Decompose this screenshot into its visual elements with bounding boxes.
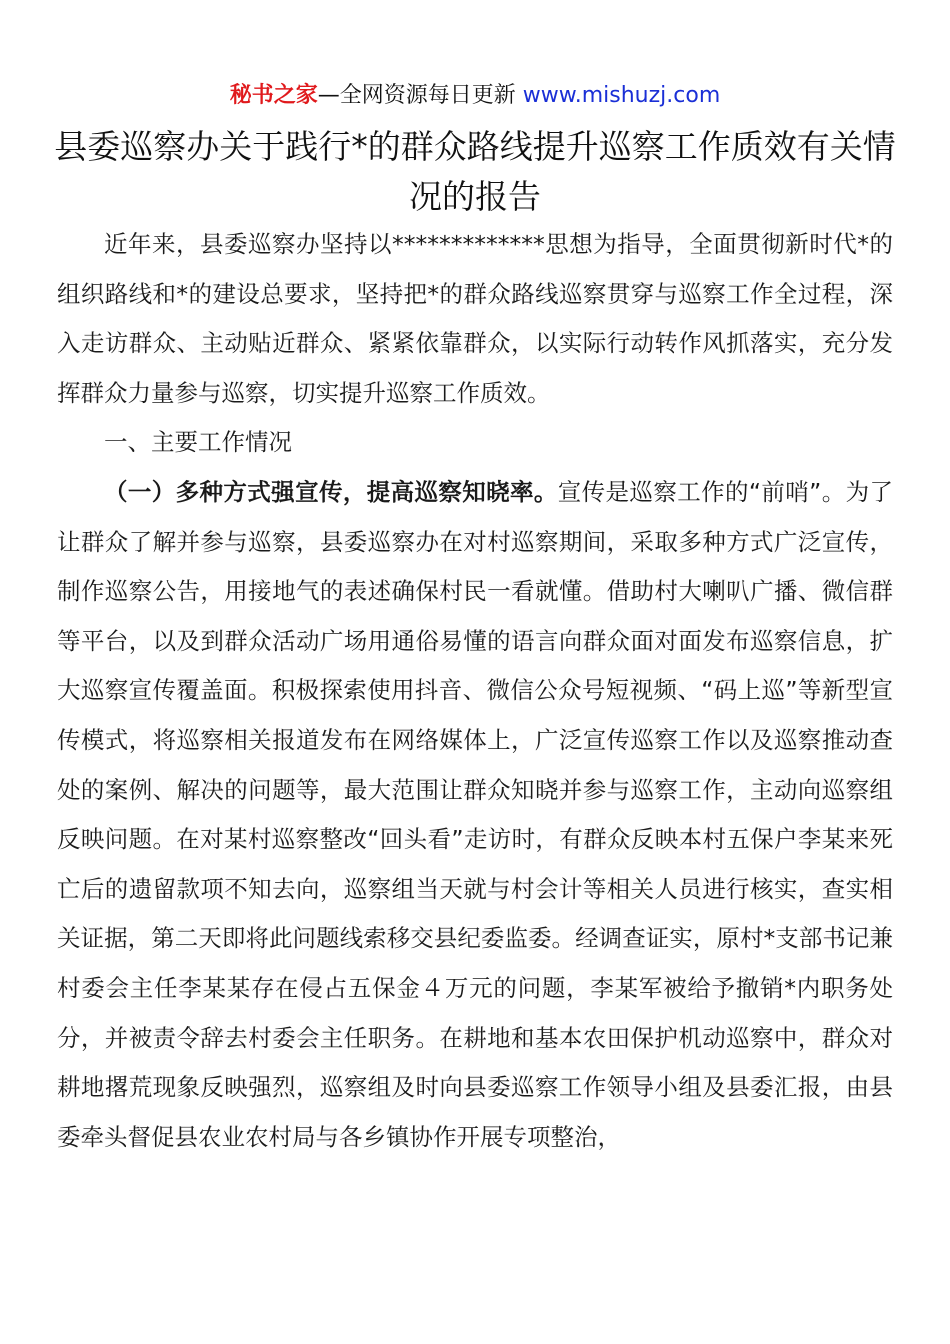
document-title: 县委巡察办关于践行*的群众路线提升巡察工作质效有关情况的报告 [54, 127, 896, 216]
section-heading-1: 一、主要工作情况 [104, 428, 292, 457]
site-header [0, 80, 950, 112]
site-tagline: —全网资源每日更新 [317, 83, 523, 108]
document-body [57, 220, 893, 1162]
subsection-text-1: 宣传是巡察工作的“前哨”。为了让群众了解并参与巡察，县委巡察办在对村巡察期间，采取多种方式广泛宣传，制作巡察公告，用接地气的表述确保村民一看就懂。借助村大喇叭广播、微信群等平台，以及到群众活动广场用通俗易懂的语言向群众面对面发布巡察信息，扩大巡察宣传覆盖面。积极探索使用抖音、微信公众号短视频、“码上巡”等新型宣传模式，将巡察相关报道发布在网络媒体上，广泛宣传巡察工作以及巡察推动查处的案例、解决的问题等，最大范围让群众知晓并参与巡察工作，主动向巡察组反映问题。在对某村巡察整改“回头看”走访时，有群众反映本村五保户李某来死亡后的遗留款项不知去向，巡察组当天就与村会计等相关人员进行核实，查实相关证据，第二天即将此问题线索移交县纪委监委。经调查证实，原村*支部书记兼村委会主任李某某存在侵占五保金４万元的问题，李某军被给予撤销*内职务处分，并被责令辞去村委会主任职务。在耕地和基本农田保护机动巡察中，群众对耕地撂荒现象反映强烈，巡察组及时向县委巡察工作领导小组及县委汇报，由县委牵头督促县农业农村局与各乡镇协作开展专项整治， [57, 477, 893, 1151]
subsection-lead-1: （一）多种方式强宣传，提高巡察知晓率。 [104, 477, 558, 506]
site-brand: 秘书之家 [229, 83, 318, 108]
intro-paragraph: 近年来，县委巡察办坚持以*************思想为指导，全面贯彻新时代*的组织路线和*的建设总要求，坚持把*的群众路线巡察贯穿与巡察工作全过程，深入走访群众、主动贴近群众、紧紧依靠群众，以实际行动转作风抓落实，充分发挥群众力量参与巡察，切实提升巡察工作质效。 [57, 230, 893, 407]
site-url[interactable]: www.mishuzj.com [522, 83, 721, 108]
subsection-paragraph-1 [57, 468, 893, 1162]
